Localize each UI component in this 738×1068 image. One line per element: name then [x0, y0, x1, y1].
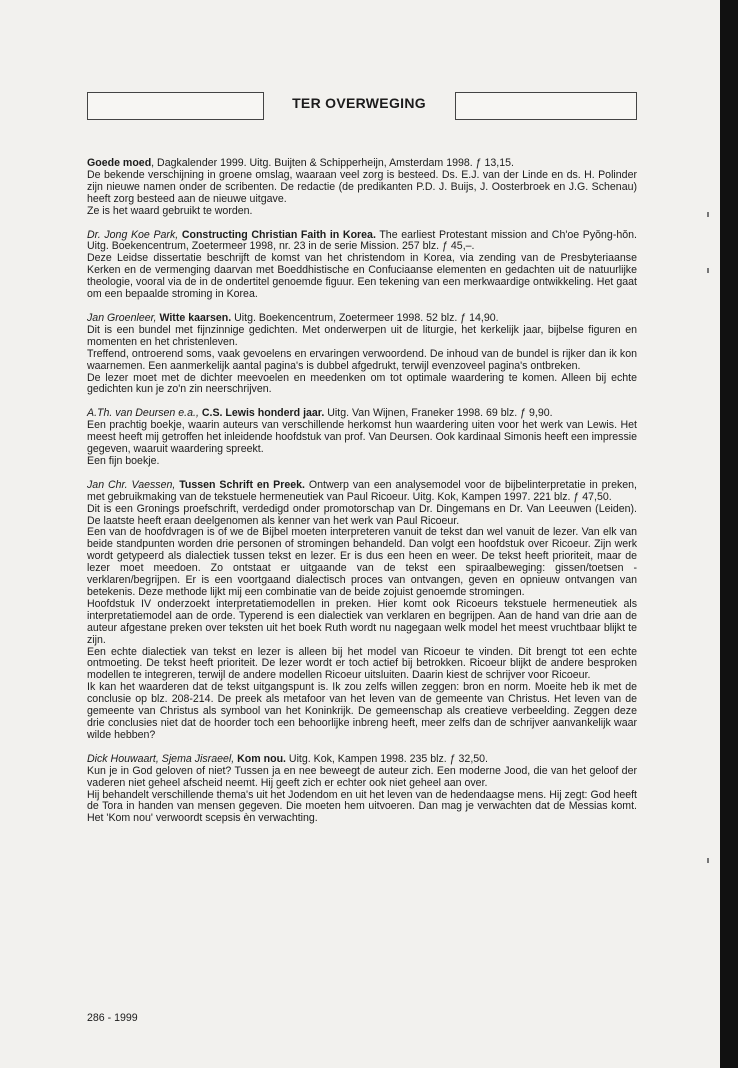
review-paragraph: Een van de hoofdvragen is of we de Bijbel moeten interpreteren vanuit de tekst dan wel vanuit de lezer. Van elk van beide standpunten worden drie personen of stromingen behandeld. Dan volgt een hoofdstuk over Ricoeur. Zijn werk wordt getypeerd als dialectiek tussen tekst en lezer. Er is dus een heen en weer. De tekst heeft prioriteit, maar de lezer moet meedoen. Zo ontstaat er uitgaande van de tekst een spiraalbeweging: gissen/toetsen - verklaren/begrijpen. Er is een voortgaand dialectisch proces van ontvangen, geven en opnieuw ontvangen van betekenis. Deze methode lijkt mij een combinatie van de beide zojuist genoemde stromingen.: [87, 526, 637, 598]
review-paragraph: De bekende verschijning in groene omslag, waaraan veel zorg is besteed. Ds. E.J. van der Linde en ds. H. Polinder zijn nieuwe namen onder de scribenten. De redactie (de predikanten P.D. J. Buijs, J. Oosterbroek en J.G. Schenau) heeft zorg besteed aan de nieuwe uitgave.: [87, 168, 637, 205]
review-entry: [87, 408, 637, 468]
review-paragraph: Hoofdstuk IV onderzoekt interpretatiemodellen in preken. Hier komt ook Ricoeurs tekstuele hermeneutiek als interpretatiemodel aan de orde. Typerend is een dialectiek van verklaren en begrijpen. Aan de hand van drie aan de auteur afgestane preken over teksten uit het boek Ruth wordt nu nagegaan welk model het meest vruchtbaar blijkt te zijn.: [87, 597, 637, 646]
review-publication: Uitg. Kok, Kampen 1998. 235 blz. ƒ 32,50.: [285, 752, 488, 765]
review-list: [87, 158, 637, 825]
review-publication: Uitg. Boekencentrum, Zoetermeer 1998. 52 blz. ƒ 14,90.: [231, 311, 499, 324]
review-author: Dick Houwaart, Sjema Jisraeel,: [87, 752, 235, 765]
review-entry: [87, 230, 637, 301]
review-citation: [87, 754, 637, 766]
review-paragraph: Dit is een bundel met fijnzinnige gedichten. Met onderwerpen uit de liturgie, het kerkelijk jaar, bijbelse figuren en momenten en het christenleven.: [87, 323, 637, 348]
review-title: Goede moed: [87, 157, 152, 169]
review-entry: [87, 158, 637, 218]
review-paragraph: Ik kan het waarderen dat de tekst uitgangspunt is. Ik zou zelfs willen zeggen: bron en norm. Moeite heb ik met de conclusie op blz. 208-214. De preek als metafoor van het leven van de gemeente van Christus. Het leven van de gemeente van Christus als symbool van het Koninkrijk. De gemeenschap als creatieve verbeelding. Zeggen deze drie conclusies niet dat de hoorder toch een behoorlijke inbreng heeft, meer zelfs dan de schrijver aanvankelijk waar wilde hebben?: [87, 681, 637, 741]
header-box-right: [455, 92, 637, 120]
review-title: C.S. Lewis honderd jaar.: [201, 407, 325, 420]
review-citation: [87, 480, 637, 504]
review-paragraph: Een fijn boekje.: [87, 454, 160, 467]
review-paragraph: Een prachtig boekje, waarin auteurs van verschillende herkomst hun waardering uiten voor het werk van Lewis. Het meest heeft mij getroffen het inleidende hoofdstuk van prof. Van Deursen. Ook kardinaal Simonis heeft een impressie gegeven, waaruit waardering spreekt.: [87, 419, 637, 456]
page-content: [87, 92, 637, 837]
review-author: A.Th. van Deursen e.a.,: [87, 407, 199, 420]
review-author: Jan Groenleer,: [87, 311, 157, 324]
review-entry: [87, 480, 637, 742]
review-publication: , Dagkalender 1999. Uitg. Buijten & Schipperheijn, Amsterdam 1998. ƒ 13,15.: [151, 157, 514, 169]
review-paragraph: Kun je in God geloven of niet? Tussen ja en nee beweegt de auteur zich. Een moderne Jood, die van het geloof der vaderen niet geheel afscheid neemt. Hij geeft zich er echter ook niet geheel aan over.: [87, 764, 637, 789]
page-number: 286 - 1999: [87, 1012, 138, 1024]
section-title: TER OVERWEGING: [292, 95, 426, 111]
review-paragraph: Treffend, ontroerend soms, vaak gevoelens en ervaringen verwoordend. De inhoud van de bundel is rijker dan ik kon waarnemen. Een aanmerkelijk aantal pagina's is dubbel afgedrukt, terwijl evenzoveel pagina's ontbreken.: [87, 347, 637, 372]
margin-mark: [707, 858, 709, 863]
review-title: Tussen Schrift en Preek.: [179, 478, 305, 491]
review-entry: [87, 313, 637, 396]
review-paragraph: Hij behandelt verschillende thema's uit het Jodendom en uit het leven van de hedendaagse mens. Hij zegt: God heeft de Tora in handen van mensen gegeven. Die moeten hem uitvoeren. Dan mag je verwachten dat de Messias komt. Het 'Kom nou' verwoordt scepsis èn verwachting.: [87, 788, 637, 825]
review-title: Witte kaarsen.: [159, 311, 232, 324]
section-header: [87, 92, 637, 122]
review-paragraph: Deze Leidse dissertatie beschrijft de komst van het christendom in Korea, via zending van de Presbyteriaanse Kerken en de vermenging daarvan met Boeddhistische en Confuciaanse elementen en gedachten uit de natuurlijke theologie, vooral via de in de ondertitel genoemde figuur. Een tekening van een merkwaardige ontwikkeling. Het gaat om een bepaalde stroming in Korea.: [87, 252, 637, 301]
review-entry: [87, 754, 637, 825]
review-paragraph: Ze is het waard gebruikt te worden.: [87, 204, 253, 217]
review-publication: Ontwerp van een analysemodel voor de bijbelinterpretatie in preken, met gebruikmaking van de tekstuele hermeneutiek van Paul Ricoeur. Uitg. Kok, Kampen 1997. 221 blz. ƒ 47,50.: [87, 478, 637, 503]
review-paragraph: Dit is een Gronings proefschrift, verdedigd onder promotorschap van Dr. Dingemans en Dr. Van Leeuwen (Leiden). De laatste heeft eraan deelgenomen als kenner van het werk van Paul Ricoeur.: [87, 502, 637, 527]
review-title: Kom nou.: [237, 752, 286, 765]
scan-border: [720, 0, 738, 1068]
margin-mark: [707, 212, 709, 217]
review-author: Dr. Jong Koe Park,: [87, 228, 179, 241]
review-paragraph: Een echte dialectiek van tekst en lezer is alleen bij het model van Ricoeur te vinden. Dit brengt tot een echte ontmoeting. De tekst heeft prioriteit. De lezer wordt er toch actief bij betrokken. Ricoeur blijkt de andere besproken modellen te integreren, terwijl de andere modellen Ricoeur uitsluiten. Daarin kiest de schrijver voor Ricoeur.: [87, 645, 637, 682]
review-publication: The earliest Protestant mission and Ch'oe Pyŏng-hŏn. Uitg. Boekencentrum, Zoetermeer 1998, nr. 23 in de serie Mission. 257 blz. ƒ 45,–.: [87, 228, 637, 253]
margin-mark: [707, 268, 709, 273]
review-title: Constructing Christian Faith in Korea.: [181, 228, 376, 241]
review-paragraph: De lezer moet met de dichter meevoelen en meedenken om tot optimale waardering te komen. Alleen bij echte gedichten kun je zo'n zin neerschrijven.: [87, 371, 637, 396]
review-publication: Uitg. Van Wijnen, Franeker 1998. 69 blz. ƒ 9,90.: [324, 407, 553, 420]
review-author: Jan Chr. Vaessen,: [87, 478, 176, 491]
header-box-left: [87, 92, 264, 120]
review-citation: [87, 230, 637, 254]
